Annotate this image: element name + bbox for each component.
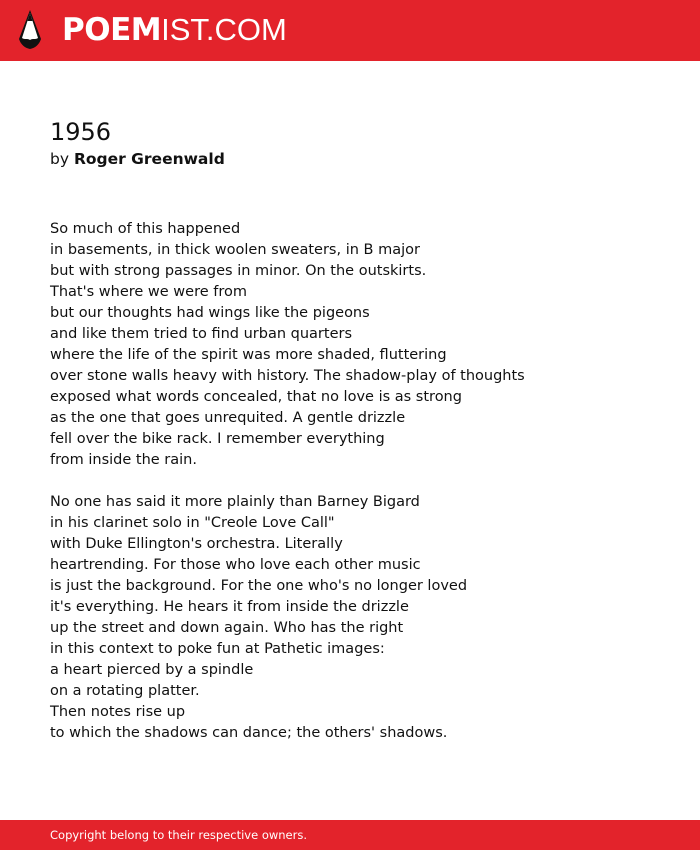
poem-line: So much of this happened	[50, 221, 241, 237]
brand-light: IST.COM	[161, 12, 287, 47]
poem-line: Then notes rise up	[50, 704, 186, 720]
site-header	[0, 0, 700, 61]
poem-line: it's everything. He hears it from inside the drizzle	[50, 599, 409, 615]
poem-line: No one has said it more plainly than Barney Bigard	[50, 494, 420, 510]
poem-line: exposed what words concealed, that no love is as strong	[50, 389, 462, 405]
poem-line: over stone walls heavy with history. The shadow-play of thoughts	[50, 368, 525, 384]
poem-line: in basements, in thick woolen sweaters, in B major	[50, 242, 420, 258]
poem-line: as the one that goes unrequited. A gentle drizzle	[50, 410, 406, 426]
poem-line: with Duke Ellington's orchestra. Literally	[50, 536, 343, 552]
site-logo-text[interactable]	[62, 12, 287, 48]
site-footer	[0, 820, 700, 850]
stanza-2	[50, 492, 525, 744]
poem-line: but with strong passages in minor. On the outskirts.	[50, 263, 427, 279]
poem-line: to which the shadows can dance; the others' shadows.	[50, 725, 448, 741]
author-name: Roger Greenwald	[73, 150, 225, 168]
poem-line: and like them tried to find urban quarters	[50, 326, 353, 342]
poem-line: on a rotating platter.	[50, 683, 200, 699]
pencil-tip-icon[interactable]	[17, 9, 43, 51]
by-label: by	[50, 150, 70, 168]
poem-title: 1956	[50, 118, 112, 146]
poem-line: where the life of the spirit was more shaded, fluttering	[50, 347, 447, 363]
byline	[50, 148, 225, 170]
poem-line: fell over the bike rack. I remember everything	[50, 431, 385, 447]
poem-line: in this context to poke fun at Pathetic images:	[50, 641, 385, 657]
poem-line: heartrending. For those who love each other music	[50, 557, 421, 573]
poem-line: is just the background. For the one who's no longer loved	[50, 578, 468, 594]
brand-bold: POEM	[62, 12, 162, 48]
poem-line: a heart pierced by a spindle	[50, 662, 254, 678]
stanza-1	[50, 219, 525, 471]
poem-line: but our thoughts had wings like the pigeons	[50, 305, 370, 321]
poem-body	[50, 219, 525, 744]
poem-line: up the street and down again. Who has the right	[50, 620, 404, 636]
poem-line: That's where we were from	[50, 284, 247, 300]
poem-line: in his clarinet solo in "Creole Love Call"	[50, 515, 335, 531]
copyright-text: Copyright belong to their respective owners.	[50, 828, 308, 842]
poem-line: from inside the rain.	[50, 452, 197, 468]
